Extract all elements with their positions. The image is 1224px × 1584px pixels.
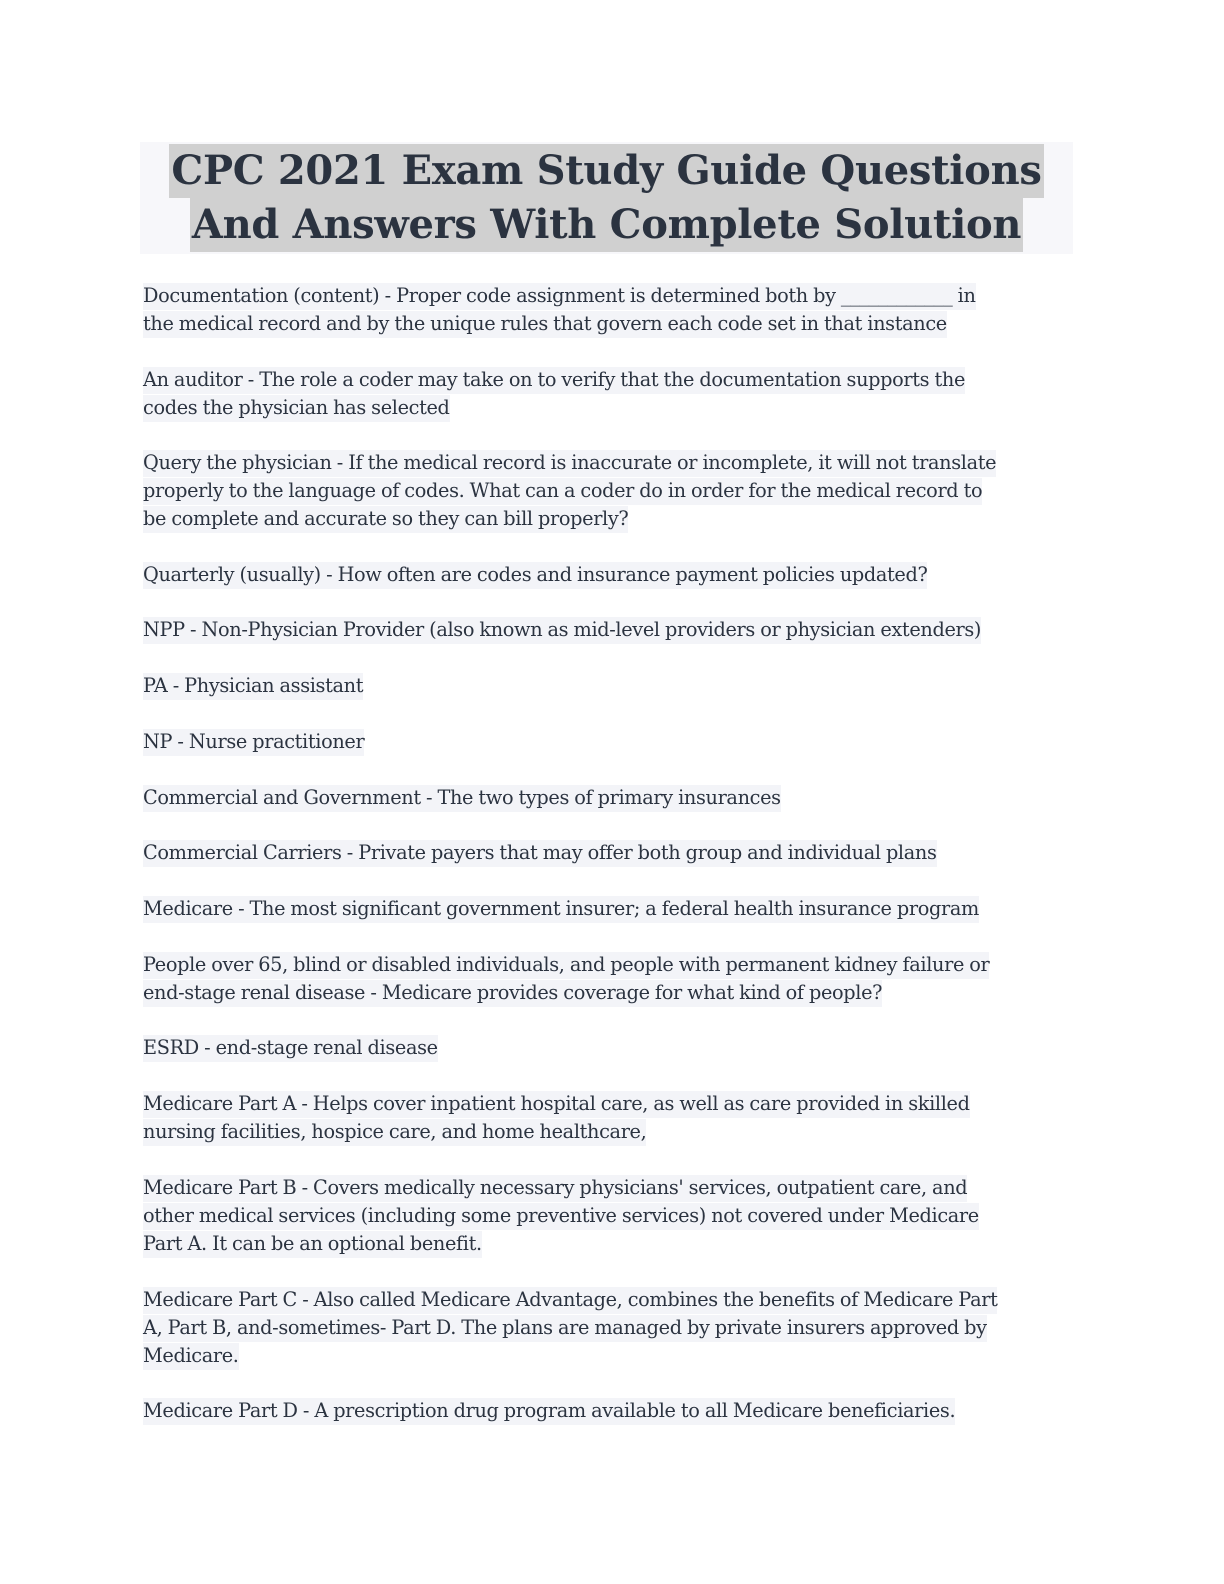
qa-entry bbox=[143, 839, 1073, 867]
qa-entry bbox=[143, 282, 1073, 338]
entry-line: Medicare - The most significant government insurer; a federal health insurance program bbox=[143, 896, 979, 923]
entry-line: Quarterly (usually) - How often are codes and insurance payment policies updated? bbox=[143, 562, 927, 589]
title-line-1: CPC 2021 Exam Study Guide Questions bbox=[169, 144, 1043, 198]
entry-line: Medicare Part B - Covers medically necessary physicians' services, outpatient care, and bbox=[143, 1175, 967, 1202]
entry-line: An auditor - The role a coder may take on to verify that the documentation supports the bbox=[143, 367, 965, 394]
qa-entry bbox=[143, 366, 1073, 422]
entry-line: NPP - Non-Physician Provider (also known as mid-level providers or physician extenders) bbox=[143, 617, 981, 644]
entry-line: nursing facilities, hospice care, and home healthcare, bbox=[143, 1119, 646, 1146]
qa-entry bbox=[143, 895, 1073, 923]
entry-line: be complete and accurate so they can bill properly? bbox=[143, 506, 628, 533]
entry-line: the medical record and by the unique rules that govern each code set in that instance bbox=[143, 311, 947, 338]
entry-line: properly to the language of codes. What can a coder do in order for the medical record to bbox=[143, 478, 982, 505]
qa-entry bbox=[143, 784, 1073, 812]
entry-line: Medicare Part A - Helps cover inpatient hospital care, as well as care provided in skilled bbox=[143, 1091, 970, 1118]
entry-line: Documentation (content) - Proper code assignment is determined both by ____________ in bbox=[143, 283, 976, 310]
entry-line: ESRD - end-stage renal disease bbox=[143, 1035, 438, 1062]
entry-line: A, Part B, and-sometimes- Part D. The plans are managed by private insurers approved by bbox=[143, 1315, 987, 1342]
qa-entry bbox=[143, 1286, 1073, 1370]
qa-entry bbox=[143, 449, 1073, 533]
entry-line: end-stage renal disease - Medicare provides coverage for what kind of people? bbox=[143, 980, 882, 1007]
entry-line: Commercial and Government - The two types of primary insurances bbox=[143, 785, 781, 812]
entry-line: NP - Nurse practitioner bbox=[143, 729, 364, 756]
title-line-2: And Answers With Complete Solution bbox=[190, 198, 1023, 252]
entry-line: PA - Physician assistant bbox=[143, 673, 363, 700]
qa-entry bbox=[143, 1034, 1073, 1062]
qa-entry bbox=[143, 951, 1073, 1007]
qa-entry bbox=[143, 728, 1073, 756]
entry-line: codes the physician has selected bbox=[143, 395, 450, 422]
qa-entry bbox=[143, 1397, 1073, 1425]
qa-entry bbox=[143, 1174, 1073, 1258]
entry-line: Medicare. bbox=[143, 1343, 239, 1370]
entry-line: Query the physician - If the medical record is inaccurate or incomplete, it will not translate bbox=[143, 450, 996, 477]
entry-line: other medical services (including some preventive services) not covered under Medicare bbox=[143, 1203, 979, 1230]
entry-line: Commercial Carriers - Private payers that may offer both group and individual plans bbox=[143, 840, 937, 867]
document-title bbox=[140, 142, 1073, 254]
qa-entry bbox=[143, 561, 1073, 589]
qa-entry bbox=[143, 672, 1073, 700]
qa-entry bbox=[143, 1090, 1073, 1146]
entry-line: Medicare Part C - Also called Medicare Advantage, combines the benefits of Medicare Part bbox=[143, 1287, 997, 1314]
entry-line: People over 65, blind or disabled individuals, and people with permanent kidney failure or bbox=[143, 952, 989, 979]
qa-entry bbox=[143, 616, 1073, 644]
entry-line: Medicare Part D - A prescription drug program available to all Medicare beneficiaries. bbox=[143, 1398, 955, 1425]
entry-line: Part A. It can be an optional benefit. bbox=[143, 1231, 482, 1258]
